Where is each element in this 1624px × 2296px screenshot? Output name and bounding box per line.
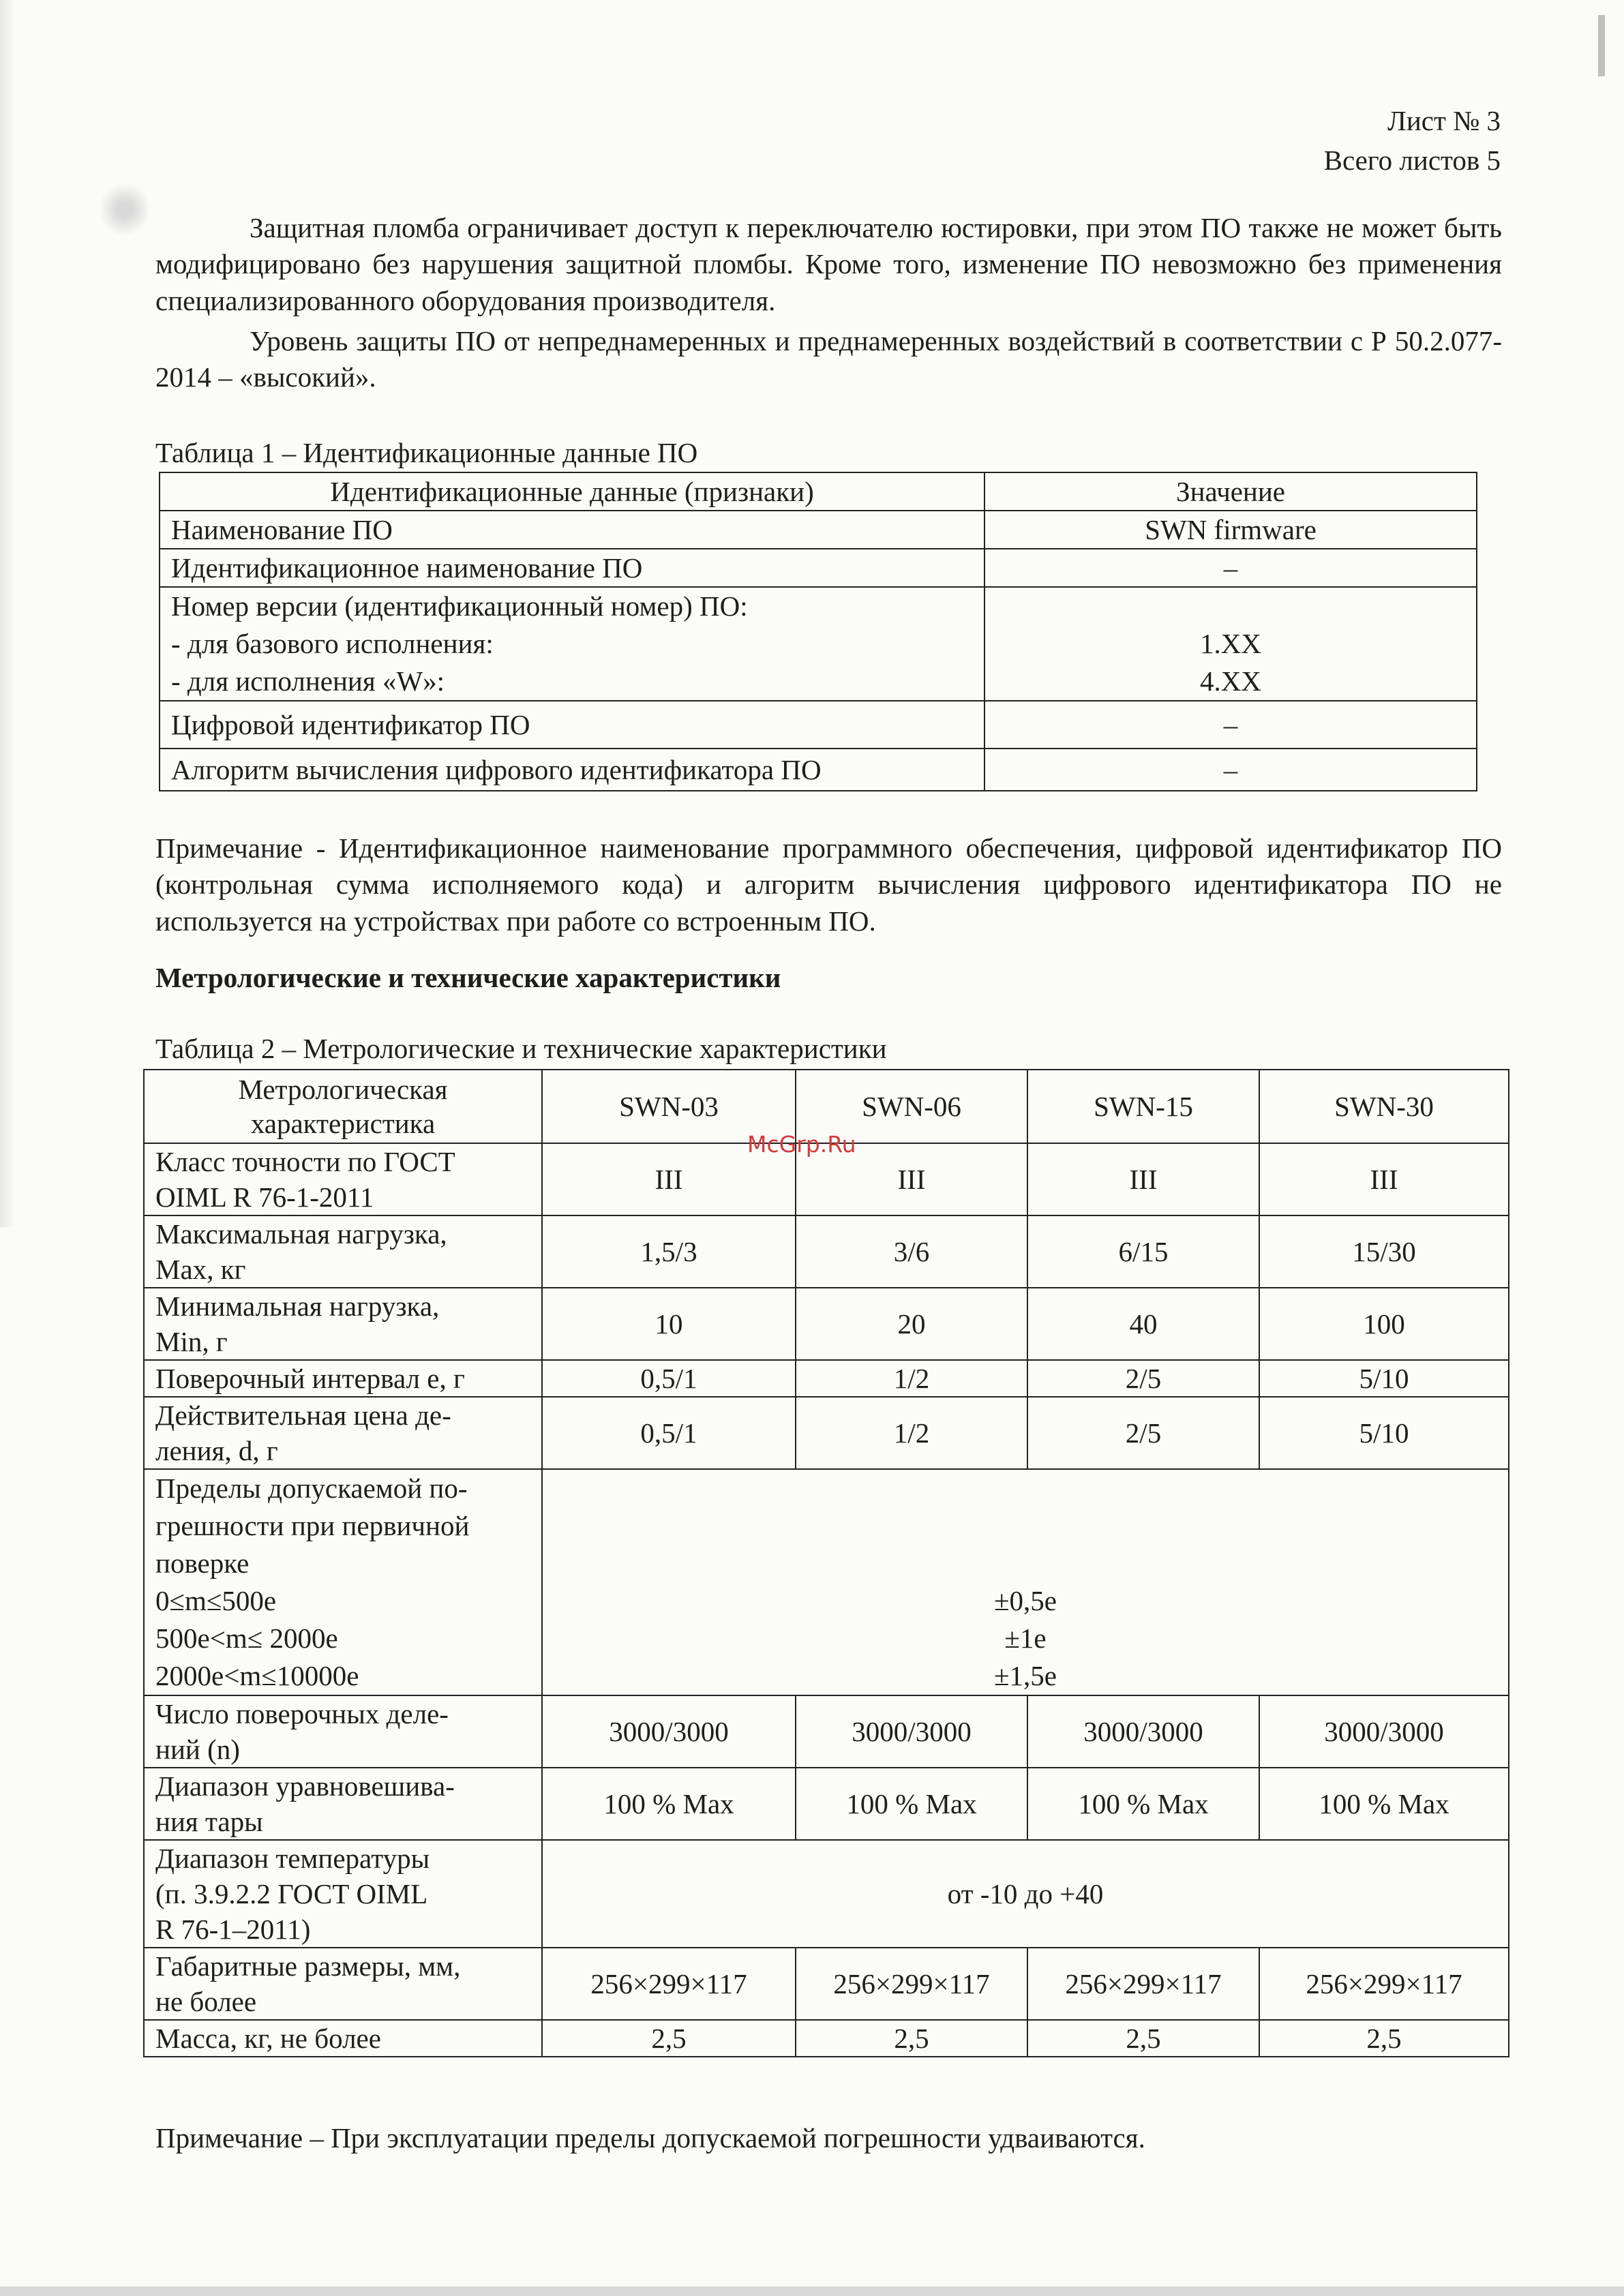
row-value xyxy=(984,587,1477,701)
version-base-value: 1.XX xyxy=(1200,628,1261,659)
intro-paragraph-1: Защитная пломба ограничивает доступ к переключателю юстировки, при этом ПО также не может быть модифицировано без нарушения защитной пломбы. Кроме того, изменение ПО невозможно без применения специализированного оборудования производителя. xyxy=(155,212,1502,316)
row-label xyxy=(144,1143,542,1215)
cell-value: III xyxy=(1027,1143,1259,1215)
row-label xyxy=(144,1215,542,1288)
cell-value: 3000/3000 xyxy=(542,1695,796,1768)
cell-value: 15/30 xyxy=(1259,1215,1509,1288)
version-label: Номер версии (идентификационный номер) ПО: xyxy=(171,590,748,622)
software-id-table xyxy=(159,472,1477,791)
row-label-line: Класс точности по ГОСТ xyxy=(155,1146,455,1177)
cell-value: 20 xyxy=(796,1288,1027,1360)
error-value: ±1,5е xyxy=(994,1660,1057,1691)
cell-value: 100 % Max xyxy=(542,1768,796,1840)
row-label-line: Действительная цена де- xyxy=(155,1400,451,1431)
row-label-line: Пределы допускаемой по- xyxy=(155,1472,468,1504)
row-label: Поверочный интервал е, г xyxy=(144,1360,542,1397)
row-label-line: Минимальная нагрузка, xyxy=(155,1290,440,1322)
row-label: Масса, кг, не более xyxy=(144,2020,542,2057)
table-row xyxy=(160,587,1477,701)
sheet-number: Лист № 3 xyxy=(1387,105,1501,136)
cell-value: 256×299×117 xyxy=(1259,1948,1509,2020)
row-label-line: Габаритные размеры, мм, xyxy=(155,1950,461,1982)
cell-value: 40 xyxy=(1027,1288,1259,1360)
cell-value: 2,5 xyxy=(1259,2020,1509,2057)
watermark: McGrp.Ru xyxy=(747,1131,856,1158)
row-label-line: ления, d, г xyxy=(155,1435,278,1466)
row-label-line: ния тары xyxy=(155,1806,263,1837)
table-header-cell: Метрологическая характеристика xyxy=(144,1070,542,1143)
table-header-cell: SWN-15 xyxy=(1027,1070,1259,1143)
row-label xyxy=(144,1840,542,1948)
cell-value: 5/10 xyxy=(1259,1360,1509,1397)
version-w-value: 4.XX xyxy=(1200,665,1261,697)
cell-value: 6/15 xyxy=(1027,1215,1259,1288)
scan-left-shadow xyxy=(0,0,15,1227)
page-header xyxy=(1324,101,1501,180)
row-label xyxy=(144,1397,542,1469)
table2-caption: Таблица 2 – Метрологические и технические характеристики xyxy=(155,1033,887,1064)
row-label-line: Максимальная нагрузка, xyxy=(155,1218,447,1250)
scan-bottom-edge xyxy=(0,2286,1624,2296)
table-header-cell: SWN-30 xyxy=(1259,1070,1509,1143)
scan-edge-mark xyxy=(1598,15,1605,76)
error-value: ±1е xyxy=(1004,1622,1047,1654)
table-header-cell: SWN-06 xyxy=(796,1070,1027,1143)
version-base-label: - для базового исполнения: xyxy=(171,628,494,659)
row-label: Алгоритм вычисления цифрового идентификатора ПО xyxy=(160,749,984,791)
cell-value: 3000/3000 xyxy=(1027,1695,1259,1768)
row-label xyxy=(144,1469,542,1695)
table-row-verification-interval xyxy=(144,1360,1509,1397)
scan-hole-mark xyxy=(101,181,149,239)
row-label-line: Max, кг xyxy=(155,1254,246,1285)
note-2: Примечание – При эксплуатации пределы допускаемой погрешности удваиваются. xyxy=(155,2122,1145,2154)
table-row xyxy=(160,511,1477,549)
error-values-cell xyxy=(542,1469,1509,1695)
cell-value: от -10 до +40 xyxy=(542,1840,1509,1948)
table-row-mass xyxy=(144,2020,1509,2057)
row-label-line: Число поверочных деле- xyxy=(155,1698,449,1729)
row-value: – xyxy=(984,701,1477,749)
error-value: ±0,5е xyxy=(994,1585,1057,1616)
cell-value: 256×299×117 xyxy=(796,1948,1027,2020)
cell-value: 2,5 xyxy=(542,2020,796,2057)
error-range: 2000е<m≤10000е xyxy=(155,1660,359,1691)
cell-value: 0,5/1 xyxy=(542,1397,796,1469)
row-label-line: R 76-1–2011) xyxy=(155,1914,311,1945)
table-row xyxy=(160,549,1477,587)
cell-value: 256×299×117 xyxy=(542,1948,796,2020)
table-row-max-load xyxy=(144,1215,1509,1288)
cell-value: 10 xyxy=(542,1288,796,1360)
row-label: Цифровой идентификатор ПО xyxy=(160,701,984,749)
row-label-line: поверке xyxy=(155,1547,250,1579)
note-1: Примечание - Идентификационное наименование программного обеспечения, цифровой идентификатор ПО (контрольная сумма исполняемого кода) и алгоритм вычисления цифрового идентификатора ПО не используется на устройствах при работе со встроенным ПО. xyxy=(155,832,1502,937)
table-header-cell: SWN-03 xyxy=(542,1070,796,1143)
cell-value: 100 % Max xyxy=(1259,1768,1509,1840)
table1-caption: Таблица 1 – Идентификационные данные ПО xyxy=(155,437,698,468)
table-row-min-load xyxy=(144,1288,1509,1360)
error-range: 0≤m≤500е xyxy=(155,1585,277,1616)
cell-value: III xyxy=(542,1143,796,1215)
row-label-line: Min, г xyxy=(155,1326,228,1357)
cell-value: III xyxy=(796,1143,1027,1215)
cell-value: 256×299×117 xyxy=(1027,1948,1259,2020)
row-label-line: OIML R 76-1-2011 xyxy=(155,1181,374,1213)
cell-value: 1/2 xyxy=(796,1397,1027,1469)
table-header-cell: Идентификационные данные (признаки) xyxy=(160,472,984,511)
table-header-row xyxy=(160,472,1477,511)
cell-value: 2,5 xyxy=(796,2020,1027,2057)
section-title: Метрологические и технические характеристики xyxy=(155,962,781,993)
row-label-line: (п. 3.9.2.2 ГОСТ OIML xyxy=(155,1878,428,1909)
row-label xyxy=(144,1288,542,1360)
cell-value: 2,5 xyxy=(1027,2020,1259,2057)
table-row-temperature xyxy=(144,1840,1509,1948)
cell-value: 3000/3000 xyxy=(796,1695,1027,1768)
table-row-divisions xyxy=(144,1695,1509,1768)
row-label-line: не более xyxy=(155,1986,257,2017)
cell-value: 1/2 xyxy=(796,1360,1027,1397)
table-row xyxy=(160,701,1477,749)
row-label: Идентификационное наименование ПО xyxy=(160,549,984,587)
cell-value: 2/5 xyxy=(1027,1397,1259,1469)
cell-value: 5/10 xyxy=(1259,1397,1509,1469)
intro-paragraph-2: Уровень защиты ПО от непреднамеренных и преднамеренных воздействий в соответствии с Р 50.2.077-2014 – «высокий». xyxy=(155,325,1502,393)
row-value: – xyxy=(984,749,1477,791)
table-row-error-limits xyxy=(144,1469,1509,1695)
cell-value: 3/6 xyxy=(796,1215,1027,1288)
cell-value: 1,5/3 xyxy=(542,1215,796,1288)
cell-value: 100 % Max xyxy=(796,1768,1027,1840)
cell-value: 2/5 xyxy=(1027,1360,1259,1397)
table-header-cell: Значение xyxy=(984,472,1477,511)
cell-value: 0,5/1 xyxy=(542,1360,796,1397)
row-label-line: Диапазон уравновешива- xyxy=(155,1770,455,1802)
metrology-table xyxy=(143,1069,1509,2057)
row-value: – xyxy=(984,549,1477,587)
cell-value: 100 % Max xyxy=(1027,1768,1259,1840)
row-label-line: грешности при первичной xyxy=(155,1510,470,1541)
row-label xyxy=(160,587,984,701)
row-label-line: ний (n) xyxy=(155,1734,240,1765)
row-label: Наименование ПО xyxy=(160,511,984,549)
cell-value: 100 xyxy=(1259,1288,1509,1360)
row-label xyxy=(144,1768,542,1840)
table-row xyxy=(160,749,1477,791)
table-row-actual-division xyxy=(144,1397,1509,1469)
sheet-total: Всего листов 5 xyxy=(1323,145,1501,176)
table-row-tare xyxy=(144,1768,1509,1840)
error-range: 500е<m≤ 2000е xyxy=(155,1622,338,1654)
row-value: SWN firmware xyxy=(984,511,1477,549)
version-w-label: - для исполнения «W»: xyxy=(171,665,445,697)
cell-value: 3000/3000 xyxy=(1259,1695,1509,1768)
table-row-dimensions xyxy=(144,1948,1509,2020)
row-label xyxy=(144,1948,542,2020)
row-label xyxy=(144,1695,542,1768)
cell-value: III xyxy=(1259,1143,1509,1215)
row-label-line: Диапазон температуры xyxy=(155,1843,430,1874)
